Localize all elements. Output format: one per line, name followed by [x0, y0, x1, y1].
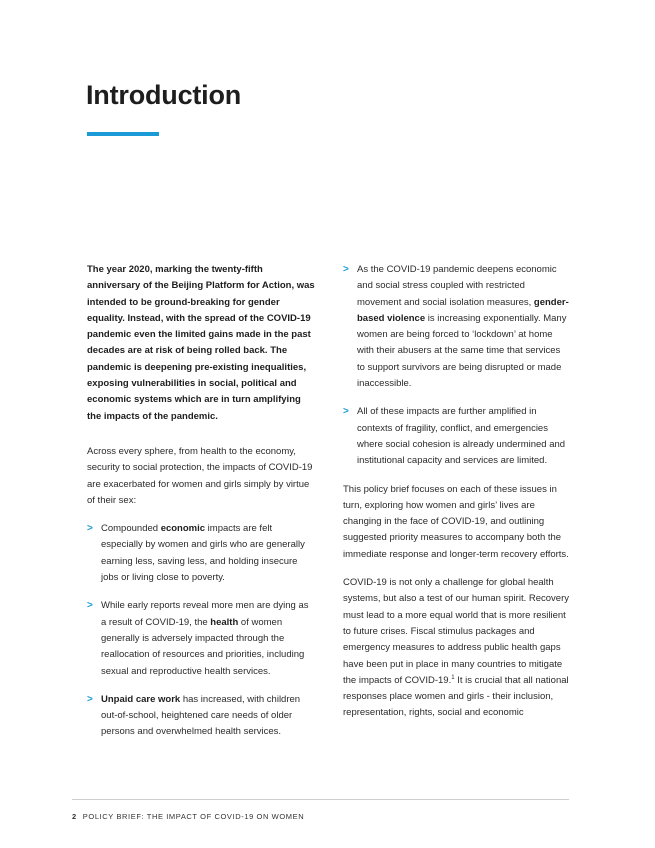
chevron-right-icon: >	[343, 406, 349, 418]
bullet-health	[87, 598, 315, 679]
page-title: Introduction	[86, 80, 242, 110]
page-number: 2	[72, 812, 77, 821]
bullet-text: As the COVID-19 pandemic deepens economic and social stress coupled with restricted movement and social isolation measures,	[357, 264, 557, 308]
left-column	[87, 262, 315, 741]
chevron-right-icon: >	[343, 264, 349, 275]
bullet-keyword: economic	[160, 523, 206, 535]
chevron-right-icon: >	[87, 693, 93, 705]
title-accent-bar	[87, 132, 159, 136]
right-column	[343, 262, 569, 722]
footer-divider	[72, 799, 569, 800]
paragraph-text: COVID-19 is not only a challenge for global health systems, but also a test of our human spirit. Recovery must lead to a more equal world that is more resilient to future crises. Fiscal stimulus packages and emergency measures to address public health gaps have been put in place in many countries to mitigate the impacts of COVID-19.	[343, 577, 569, 686]
bullet-keyword: gender-based violence	[357, 296, 569, 324]
bullet-text: has increased, with children out-of-school, heightened care needs of older persons and overwhelmed health services.	[101, 693, 301, 738]
page-footer	[72, 812, 304, 821]
bullet-text: Compounded	[101, 523, 161, 535]
bullet-gender-violence	[343, 262, 569, 392]
bullet-keyword: Unpaid care work	[101, 693, 181, 705]
bullet-text: While early reports reveal more men are dying as a result of COVID-19, the	[101, 600, 309, 628]
bullet-text: All of these impacts are further amplified in contexts of fragility, conflict, and emergencies where social cohesion is already undermined and institutional capacity and services are limited.	[357, 406, 566, 467]
bullet-text: of women generally is adversely impacted through the reallocation of resources and priorities, including sexual and reproductive health services.	[101, 616, 305, 677]
bullet-text: impacts are felt especially by women and girls who are generally earning less, saving less, and holding insecure jobs or living close to poverty.	[101, 523, 305, 584]
bullet-text: is increasing exponentially. Many women are being forced to ‘lockdown’ at home with their abusers at the same time that services to support survivors are being disrupted or made inaccessible.	[357, 312, 567, 390]
chevron-right-icon: >	[87, 600, 93, 612]
bullet-fragility	[343, 404, 569, 469]
bullet-keyword: health	[210, 616, 239, 628]
paragraph-text: It is crucial that all national responses place women and girls - their inclusion, representation, rights, social and economic	[343, 674, 569, 719]
bullet-unpaid-care	[87, 692, 315, 741]
intro-paragraph: Across every sphere, from health to the economy, security to social protection, the impacts of COVID-19 are exacerbated for women and girls simply by virtue of their sex:	[87, 445, 313, 506]
footnote-ref: 1	[451, 674, 455, 681]
lead-paragraph: The year 2020, marking the twenty-fifth anniversary of the Beijing Platform for Action, was intended to be ground-breaking for gender equality. Instead, with the spread of the COVID-19 pandemic even the limited gains made in the past decades are at risk of being rolled back. The pandemic is deepening pre-existing inequalities, exposing vulnerabilities in social, political and economic systems which are in turn amplifying the impacts of the pandemic.	[87, 264, 315, 422]
covid-challenge-paragraph	[343, 575, 569, 722]
footer-label: POLICY BRIEF: THE IMPACT OF COVID-19 ON WOMEN	[82, 812, 305, 821]
chevron-right-icon: >	[87, 523, 93, 535]
policy-brief-paragraph: This policy brief focuses on each of these issues in turn, exploring how women and girls’ lives are changing in the face of COVID-19, and outlining suggested priority measures to accompany both the immediate response and longer-term recovery efforts.	[343, 483, 569, 560]
bullet-economic	[87, 521, 315, 586]
